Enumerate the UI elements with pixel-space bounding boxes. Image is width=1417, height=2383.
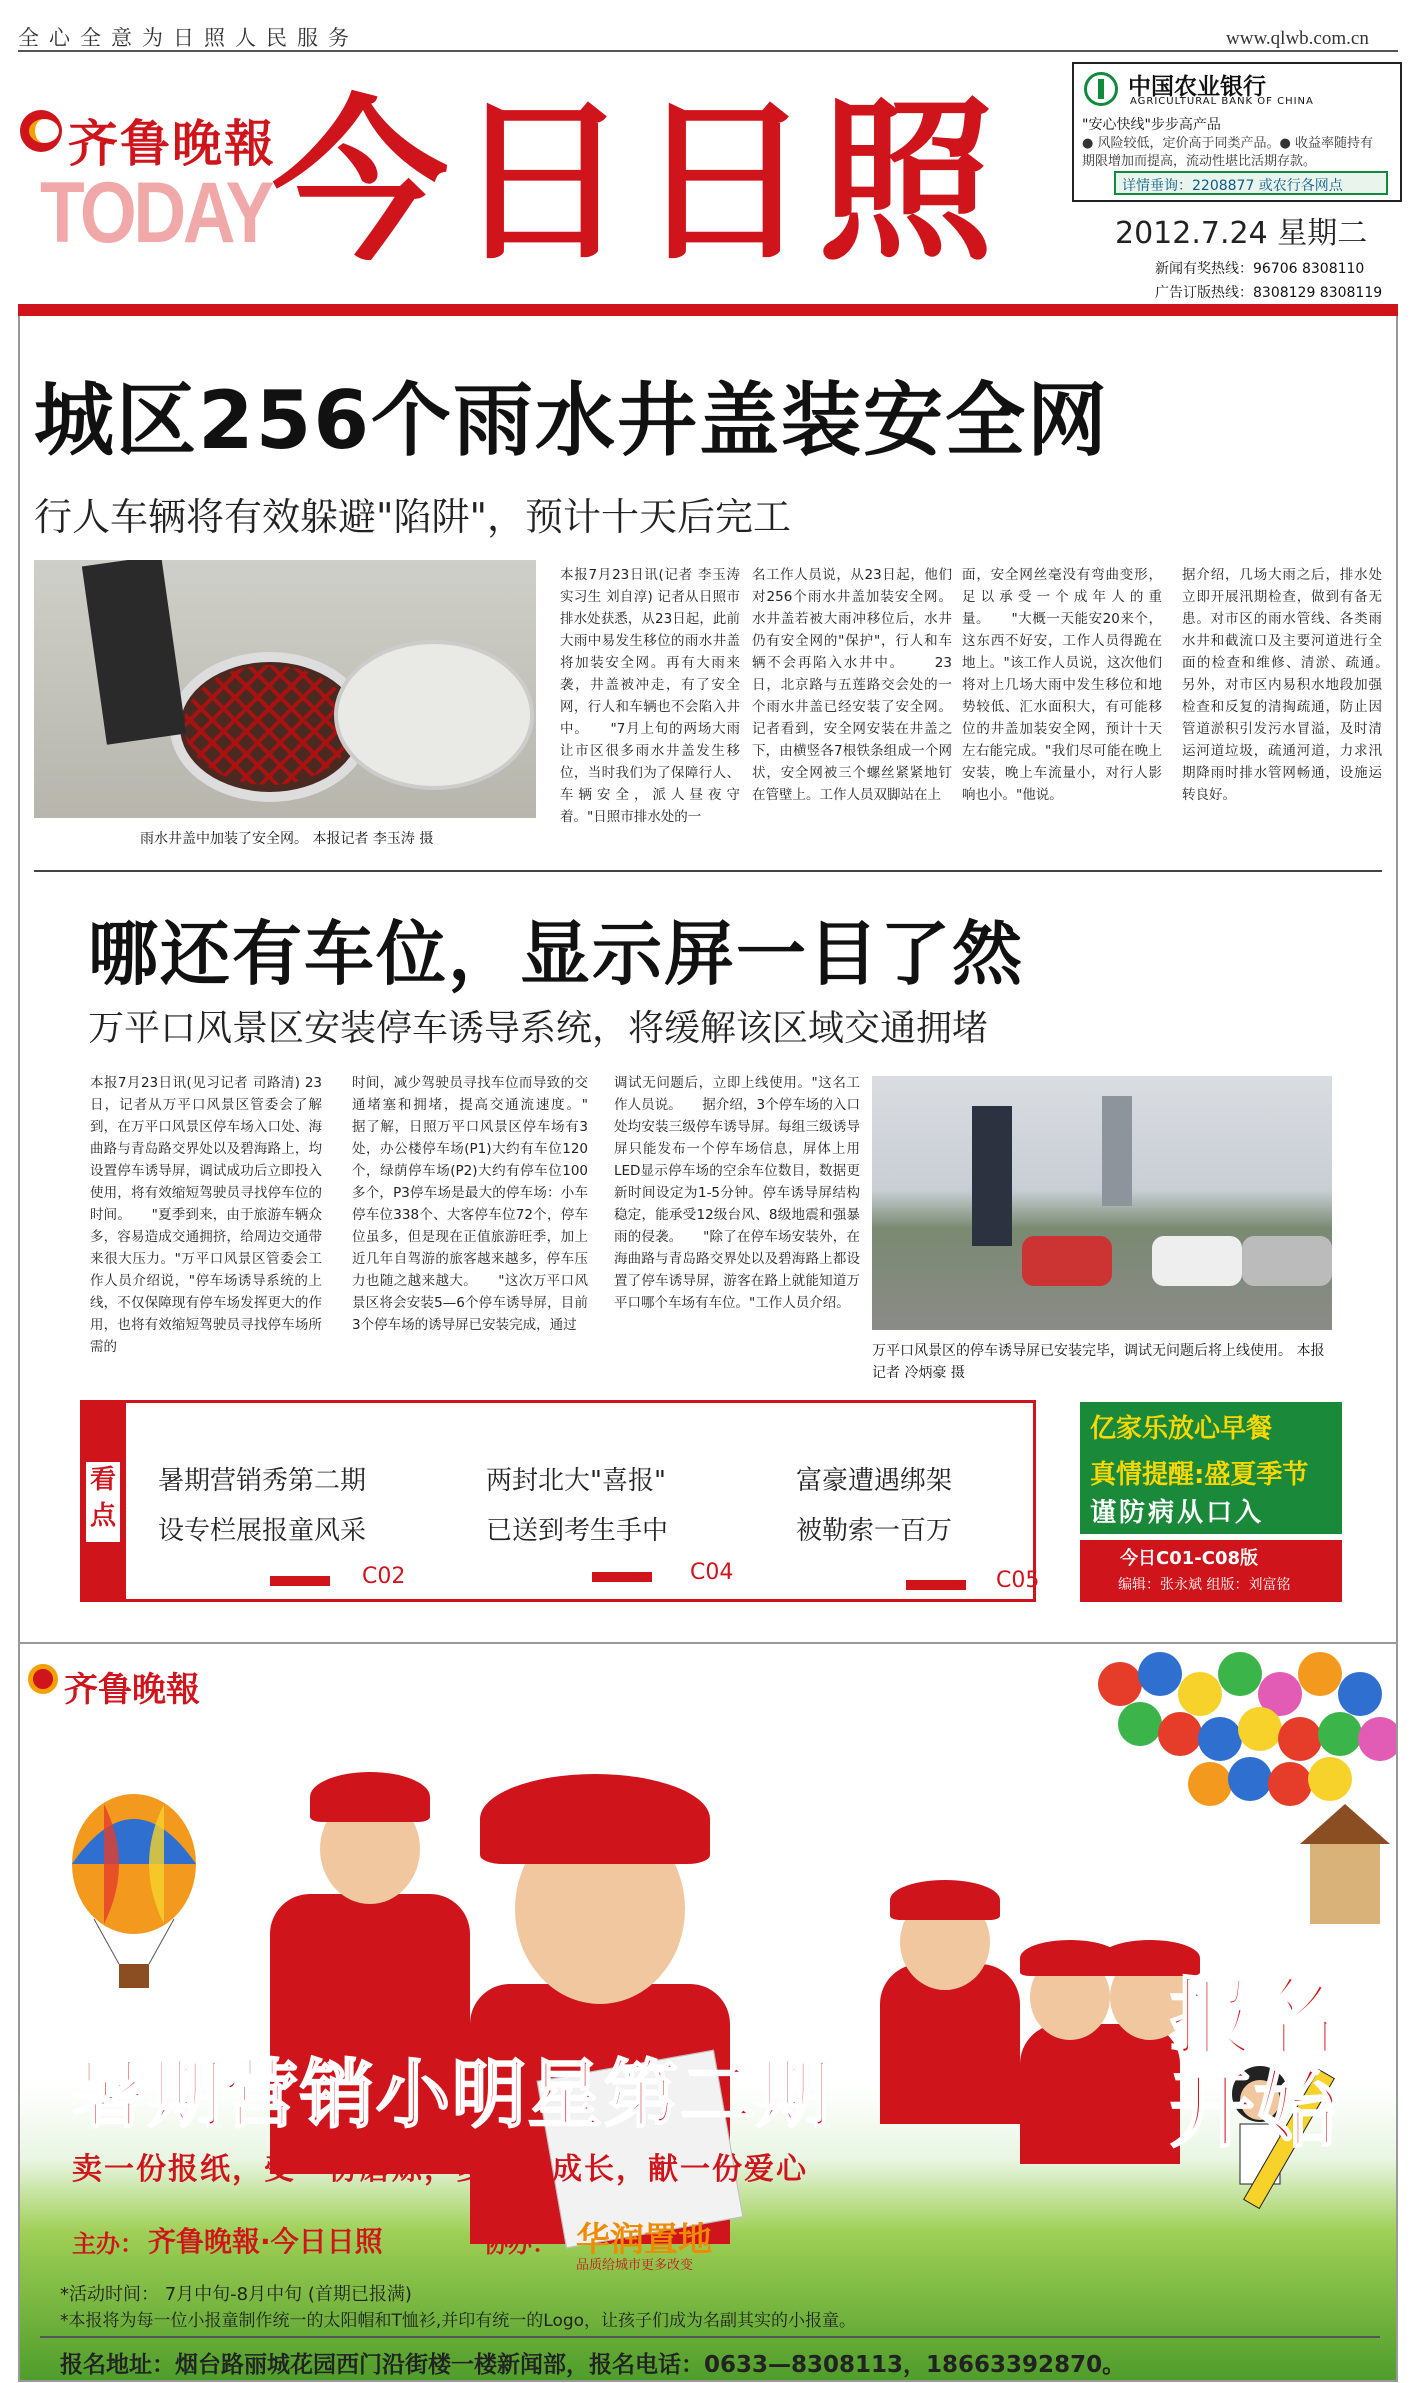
brand-logo-icon <box>20 110 62 152</box>
brand-name: 齐鲁晚報 <box>68 114 276 173</box>
highlight-2-bar <box>592 1572 652 1582</box>
story2-subhead: 万平口风景区安装停车诱导系统，将缓解该区域交通拥堵 <box>88 1008 989 1049</box>
kid-2-cap <box>480 1774 710 1864</box>
news-hotline: 新闻有奖热线：96706 8308110 <box>1155 261 1365 277</box>
story1-column-1: 本报7月23日讯(记者 李玉涛 实习生 刘自淳) 记者从日照市排水处获悉，从23日起，此前大雨中易发生移位的雨水井盖将加装安全网。再有大雨来袭，井盖被冲走，有了安全网，行人和车辆也不会陷入井中。 "7月上旬的两场大雨让市区很多雨水井盖发生移位，当时我们为了保障行人、车辆安全，派人昼夜守着。"日照市排水处的一 <box>560 567 740 825</box>
story2-column-3: 调试无问题后，立即上线使用。"这名工作人员说。 据介绍，3个停车场的入口处均安装三级停车诱导屏。每组三级诱导屏只能发布一个停车场信息，屏体上用LED显示停车场的空余车位数目，数据更新时间设定为1-5分钟。停车诱导屏结构稳定，能承受12级台风、8级地震和强暴雨的侵袭。 "除了在停车场安装外，在海曲路与青岛路交界处以及碧海路上都设置了停车诱导屏，游客在路上就能知道万平口哪个车场有车位。"工作人员介绍。 <box>614 1075 860 1311</box>
bank-logo-icon <box>1084 72 1118 106</box>
ad-co-name: 华润置地 <box>576 2220 712 2260</box>
ad-divider <box>40 2336 1380 2338</box>
slogan: 全心全意为日照人民服务 <box>18 26 359 50</box>
story1-column-3: 面，安全网丝毫没有弯曲变形，足以承受一个成年人的重量。 "大概一天能安20来个，这东西不好安，工作人员得跪在地上。"该工作人员说，这次他们将对上几场大雨中发生移位和地势较低、汇水面积大，有可能移位的井盖加装安全网，预计十天左右能完成。"我们尽可能在晚上安装，晚上车流量小，对行人影响也小。"他说。 <box>962 567 1162 803</box>
ad-activity-time: *活动时间： 7月中旬-8月中旬 (首期已报满) <box>60 2284 412 2305</box>
ad-brand: 齐鲁晚報 <box>64 1670 200 1710</box>
story1-column-4: 据介绍，几场大雨之后，排水处立即开展汛期检查，做到有备无患。对市区的雨水管线、各类雨水井和截流口及主要河道进行全面的检查和维修、清淤、疏通。 另外，对市区内易积水地段加强检查和反复的清掏疏通，防止因管道淤积引发污水冒溢，及时清运河道垃圾，疏通河道，力求汛期降雨时排水管网畅通，设施运转良好。 <box>1182 567 1409 803</box>
header-red-bar <box>18 304 1398 316</box>
story2-column-2: 时间，减少驾驶员寻找车位而导致的交通堵塞和拥堵，提高交通流速度。" 据了解，日照万平口风景区停车场有3处，办公楼停车场(P1)大约有车位120个，绿荫停车场(P2)大约有停车位100多个，P3停车场是最大的停车场：小车停车位338个、大客停车位72个，停车位虽多，但是现在正值旅游旺季，加上近几年自驾游的旅客越来越多，停车压力也随之越来越大。 "这次万平口风景区将会安装5—6个停车诱导屏，目前3个停车场的诱导屏已安装完成，通过 <box>352 1075 615 1333</box>
story-divider <box>34 870 1382 872</box>
ad-headline-wrap <box>72 2036 832 2142</box>
highlight-3-line-2[interactable]: 被勒索一百万 <box>796 1516 953 1546</box>
ad-headline-text: 暑期营销小明星第二期 <box>72 2052 832 2138</box>
highlight-1-page[interactable]: C02 <box>362 1564 406 1589</box>
kid-3-cap <box>890 1880 1000 1920</box>
breakfast-ad-line-2: 谨防病从口入 <box>1090 1498 1265 1528</box>
highlight-1-line-1[interactable]: 暑期营销秀第二期 <box>158 1466 367 1496</box>
ad-hotline: 广告订版热线：8308129 8308119 <box>1155 285 1383 301</box>
highlight-2-line-1[interactable]: 两封北大"喜报" <box>486 1466 666 1496</box>
ad-note: *本报将为每一位小报童制作统一的太阳帽和T恤衫,并印有统一的Logo，让孩子们成为名副其实的小报童。 <box>60 2311 857 2331</box>
ad-slogan: 卖一份报纸，受一份磨炼，多一份成长，献一份爱心 <box>72 2152 808 2187</box>
story1-caption: 雨水井盖中加装了安全网。 本报记者 李玉涛 摄 <box>140 831 434 847</box>
story1-photo <box>34 560 536 818</box>
highlight-2-page[interactable]: C04 <box>690 1560 734 1585</box>
bank-line-1: "安心快线"步步高产品 <box>1082 117 1221 133</box>
issue-date: 2012.7.24 星期二 <box>1115 216 1368 251</box>
bank-contact: 详情垂询：2208877 或农行各网点 <box>1114 171 1388 195</box>
breakfast-ad-line-1: 真情提醒:盛夏季节 <box>1090 1460 1309 1490</box>
edition-range: 今日C01-C08版 <box>1120 1548 1258 1569</box>
bank-line-2: ● 风险较低，定价高于同类产品。● 收益率随持有 <box>1082 136 1373 151</box>
story2-photo <box>872 1076 1332 1330</box>
hot-air-balloon-icon <box>64 1794 204 2014</box>
top-divider <box>18 50 1398 52</box>
story1-headline[interactable]: 城区256个雨水井盖装安全网 <box>34 374 1109 467</box>
ad-host: 齐鲁晚報·今日日照 <box>148 2225 383 2258</box>
highlight-2-line-2[interactable]: 已送到考生手中 <box>486 1516 669 1546</box>
bank-ad[interactable] <box>1072 62 1402 202</box>
highlight-3-page[interactable]: C05 <box>996 1568 1040 1593</box>
story1-subhead: 行人车辆将有效躲避"陷阱"，预计十天后完工 <box>34 495 791 539</box>
highlight-1-line-2[interactable]: 设专栏展报童风采 <box>158 1516 367 1546</box>
breakfast-ad[interactable] <box>1080 1402 1342 1534</box>
ad-co-tagline: 品质给城市更多改变 <box>576 2258 694 2273</box>
highlight-3-line-1[interactable]: 富豪遭遇绑架 <box>796 1466 953 1496</box>
breakfast-ad-title: 亿家乐放心早餐 <box>1090 1414 1273 1444</box>
highlight-3-bar <box>906 1580 966 1590</box>
ad-address: 报名地址：烟台路丽城花园西门沿街楼一楼新闻部，报名电话：0633—8308113，18663392870。 <box>60 2352 1126 2378</box>
ad-signup-badge[interactable]: 报名开始 <box>1170 1969 1339 2159</box>
edition-box <box>1080 1540 1342 1602</box>
today-logo: TODAY <box>40 165 271 261</box>
kid-1-cap <box>310 1772 430 1822</box>
bank-name: 中国农业银行 <box>1128 74 1266 100</box>
site-url[interactable]: www.qlwb.com.cn <box>1226 28 1369 49</box>
story2-column-1: 本报7月23日讯(见习记者 司路清) 23日，记者从万平口风景区管委会了解到，在万平口风景区停车场入口处、海曲路与青岛路交界处以及碧海路上，均设置停车诱导屏，调试成功后立即投入使用，将有效缩短驾驶员寻找停车位的时间。 "夏季到来，由于旅游车辆众多，容易造成交通拥挤，给周边交通带来很大压力。"万平口风景区管委会工作人员介绍说，"停车场诱导系统的上线，不仅保障现有停车场发挥更大的作用，也将有效缩短驾驶员寻找停车场所需的 <box>90 1075 322 1355</box>
highlight-1-bar <box>270 1576 330 1586</box>
story1-column-2: 名工作人员说，从23日起，他们对256个雨水井盖加装安全网。水井盖若被大雨冲移位后，水井仍有安全网的"保护"，行人和车辆不会再陷入水井中。 23日，北京路与五莲路交会处的一个雨水井盖已经安装了安全网。记者看到，安全网安装在井盖之下，由横竖各7根铁条组成一个网状，安全网被三个螺丝紧紧地钉在管壁上。工作人员双脚站在上 <box>752 567 952 803</box>
editors: 编辑：张永斌 组版：刘富铭 <box>1118 1577 1291 1593</box>
bank-line-3: 期限增加而提高，流动性堪比活期存款。 <box>1082 154 1317 169</box>
ad-host-label: 主办： <box>72 2230 144 2258</box>
story2-headline[interactable]: 哪还有车位，显示屏一目了然 <box>88 913 1024 995</box>
story2-caption: 万平口风景区的停车诱导屏已安装完毕，调试无问题后将上线使用。 本报记者 冷炳豪 摄 <box>872 1343 1325 1381</box>
kid-4-figure <box>1020 2024 1180 2164</box>
newspaper-title: 今日日照 <box>272 78 1001 285</box>
ad-co-label: 协办： <box>484 2230 556 2258</box>
highlights-label: 看点 <box>86 1462 120 1542</box>
bank-name-en: AGRICULTURAL BANK OF CHINA <box>1130 96 1314 107</box>
ad-brand-logo-icon <box>28 1664 58 1694</box>
